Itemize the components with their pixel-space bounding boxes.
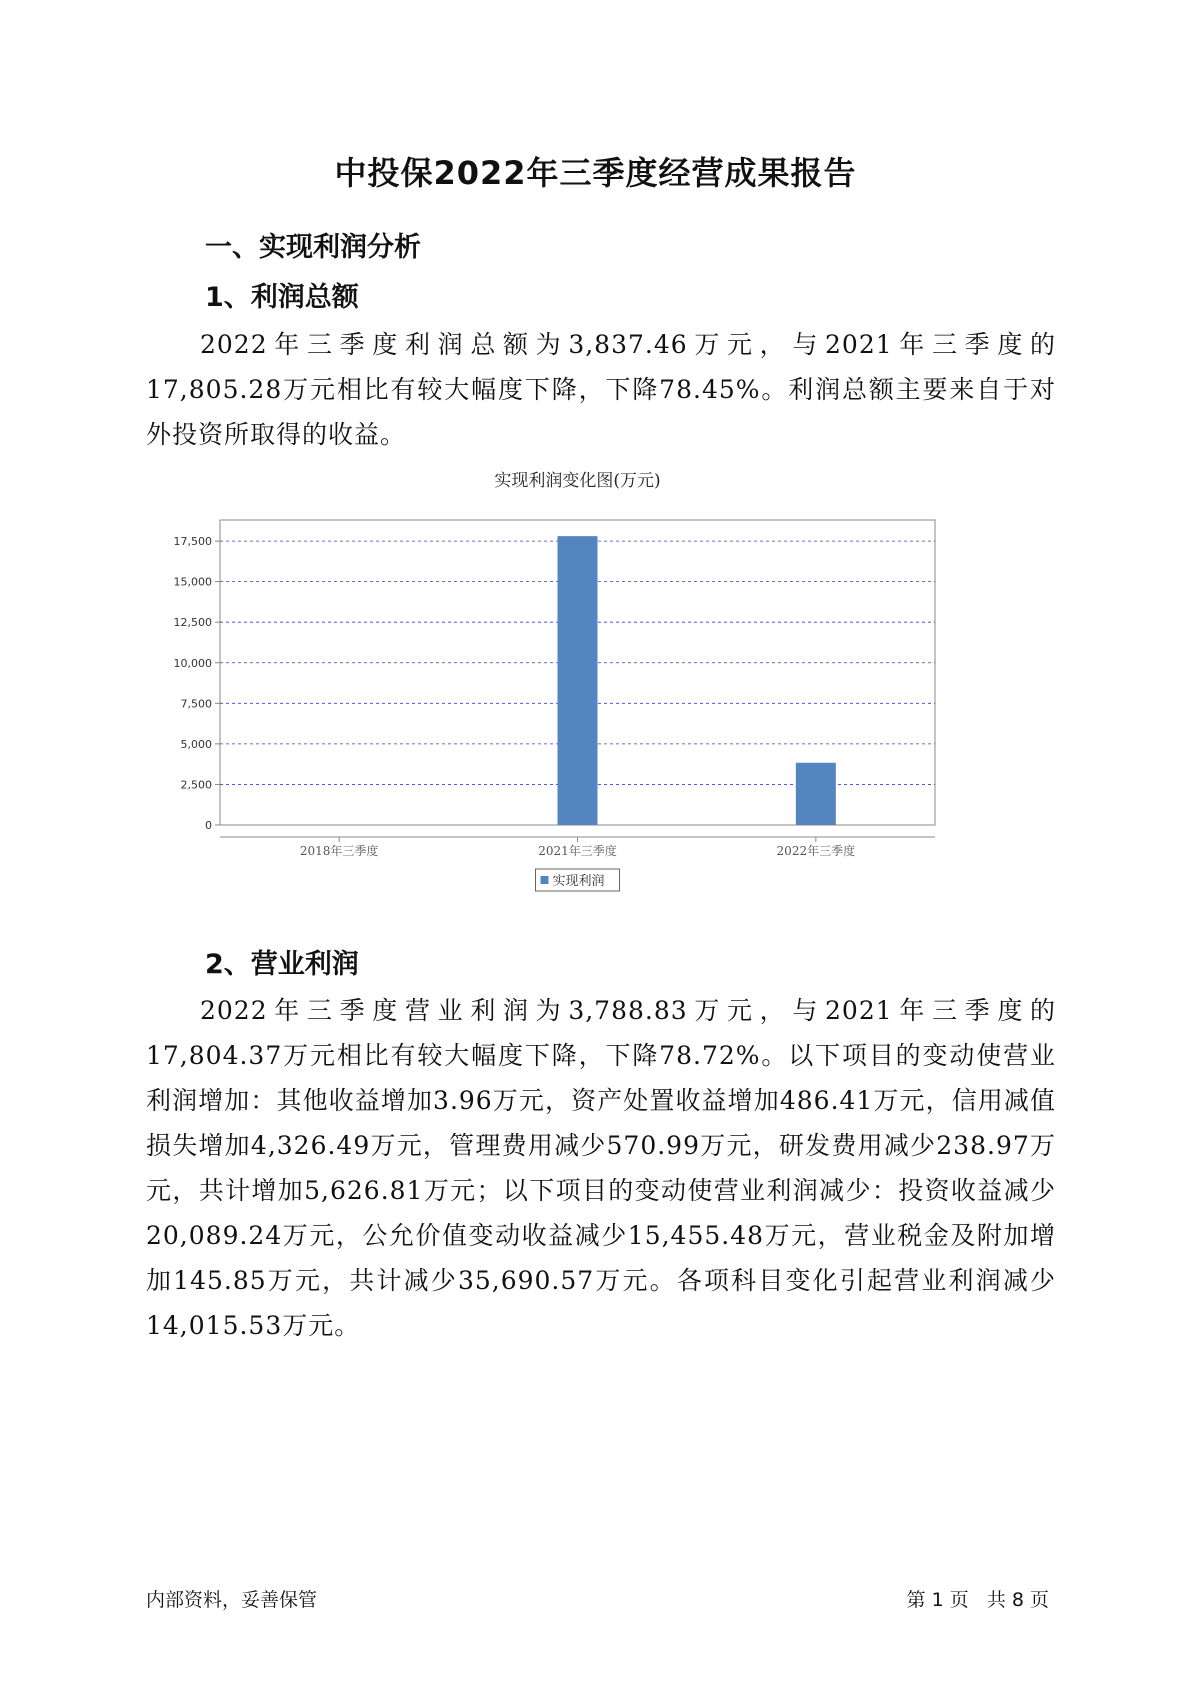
footer-confidential-note: 内部资料，妥善保管	[146, 1589, 318, 1611]
y-tick-label: 7,500	[180, 697, 212, 711]
profit-bar-chart	[160, 470, 1040, 960]
section-heading-profit-analysis: 一、实现利润分析	[205, 232, 421, 263]
subheading-operating-profit: 2、营业利润	[205, 949, 359, 980]
y-tick-label: 0	[205, 819, 212, 832]
y-tick-label: 2,500	[180, 778, 212, 792]
paragraph-operating-profit: 2022年三季度营业利润为3,788.83万元，与2021年三季度的17,804.37万元相比有较大幅度下降，下降78.72%。以下项目的变动使营业利润增加：其他收益增加3.96万元，资产处置收益增加486.41万元，信用减值损失增加4,326.49万元，管理费用减少570.99万元，研发费用减少238.97万元，共计增加5,626.81万元；以下项目的变动使营业利润减少：投资收益减少20,089.24万元，公允价值变动收益减少15,455.48万元，营业税金及附加增加145.85万元，共计减少35,690.57万元。各项科目变化引起营业利润减少14,015.53万元。	[146, 996, 1056, 1340]
bar-2	[558, 536, 598, 825]
y-tick-label: 5,000	[180, 737, 212, 751]
x-tick-label: 2018年三季度	[299, 844, 379, 858]
subheading-total-profit: 1、利润总额	[205, 282, 359, 313]
x-tick-label: 2022年三季度	[776, 844, 856, 858]
x-tick-label: 2021年三季度	[538, 844, 617, 858]
page-title: 中投保2022年三季度经营成果报告	[334, 154, 857, 192]
y-tick-label: 15,000	[173, 575, 212, 589]
y-tick-label: 12,500	[173, 616, 212, 630]
paragraph-total-profit: 2022年三季度利润总额为3,837.46万元，与2021年三季度的17,805.28万元相比有较大幅度下降，下降78.45%。利润总额主要来自于对外投资所取得的收益。	[146, 330, 1056, 449]
footer-page-number: 第 1 页 共 8 页	[906, 1589, 1049, 1611]
y-tick-label: 10,000	[173, 656, 212, 670]
chart-title: 实现利润变化图(万元)	[494, 471, 661, 491]
y-tick-label: 17,500	[173, 535, 212, 549]
bar-3	[796, 763, 836, 825]
legend-label: 实现利润	[552, 874, 605, 889]
legend-swatch	[541, 876, 549, 884]
